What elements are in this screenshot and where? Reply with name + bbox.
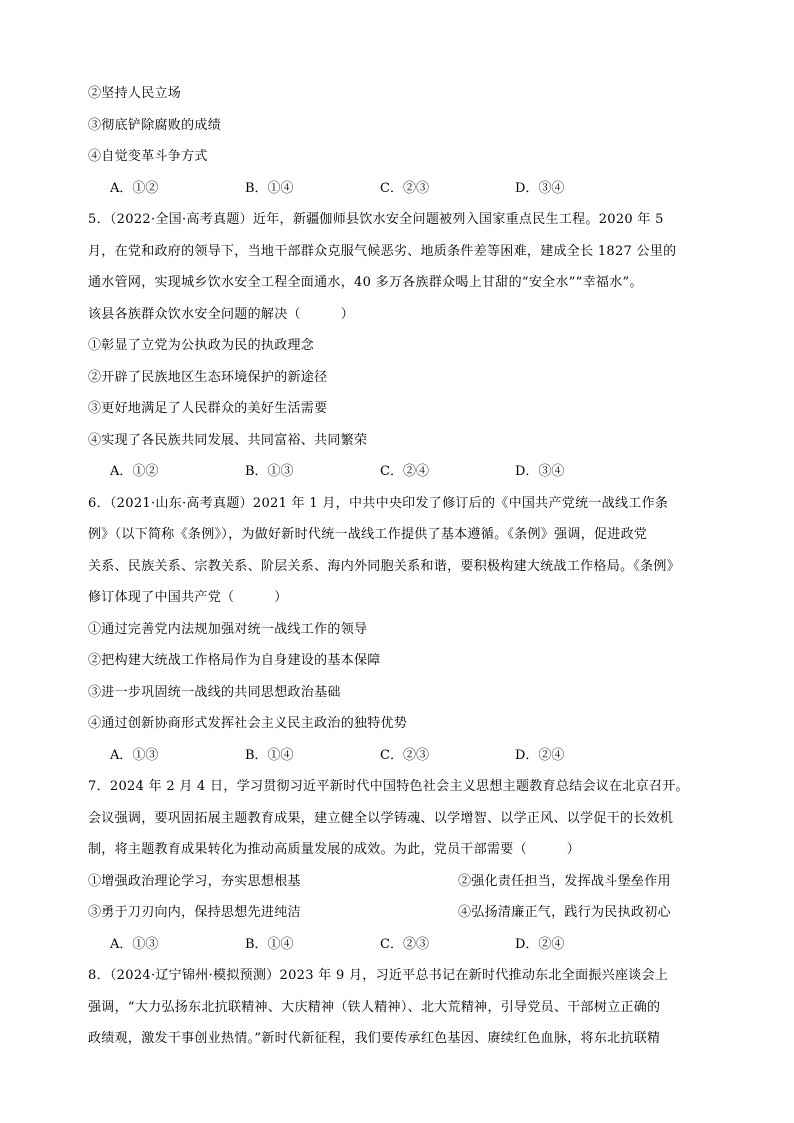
option-item: ③更好地满足了人民群众的美好生活需要 bbox=[88, 401, 328, 416]
question-stem-line: 月，在党和政府的领导下，当地干部群众克服气候恶劣、地质条件差等困难，建成全长 1827 公里的 bbox=[88, 243, 677, 259]
option-item: ②开辟了民族地区生态环境保护的新途径 bbox=[88, 369, 328, 385]
question-stem-line: 7．2024 年 2 月 4 日，学习贯彻习近平新时代中国特色社会主义思想主题教育总结会议在北京召开。 bbox=[88, 779, 689, 794]
choice-a: A．①② bbox=[110, 180, 159, 196]
option-item: ②把构建大统战工作格局作为自身建设的基本保障 bbox=[88, 653, 381, 668]
question-stem-line: 例》（以下简称《条例》），为做好新时代统一战线工作提供了基本遵循。《条例》强调，促进政党 bbox=[88, 527, 648, 542]
question-5 bbox=[88, 204, 720, 488]
option-row bbox=[88, 866, 720, 898]
choice-b: B．①④ bbox=[245, 747, 294, 763]
choice-d: D．②④ bbox=[515, 747, 565, 763]
choice-d: D．③④ bbox=[515, 464, 565, 479]
choice-a: A．①③ bbox=[110, 936, 159, 952]
question-stem-line: 通水管网，实现城乡饮水安全工程全面通水，40 多万各族群众喝上甘甜的“安全水”“幸福水”。 bbox=[88, 275, 643, 290]
option-item: ②强化责任担当，发挥战斗堡垒作用 bbox=[458, 873, 671, 889]
choice-a: A．①② bbox=[110, 464, 159, 479]
question-stem-line: 6．（2021·山东·高考真题）2021 年 1 月，中共中央印发了修订后的《中国共产党统一战线工作条 bbox=[88, 495, 669, 511]
option-item: ②坚持人民立场 bbox=[88, 86, 182, 101]
choice-d: D．②④ bbox=[515, 936, 565, 952]
answer-choices bbox=[88, 173, 720, 205]
choice-a: A．①③ bbox=[110, 747, 159, 763]
option-item: ③勇于刀刃向内，保持思想先进纯洁 bbox=[88, 905, 301, 920]
question-stem-line: 会议强调，要巩固拓展主题教育成果，建立健全以学铸魂、以学增智、以学正风、以学促干的长效机 bbox=[88, 810, 674, 826]
choice-d: D．③④ bbox=[515, 180, 565, 196]
answer-choices bbox=[88, 929, 720, 961]
question-stem-line: 修订体现了中国共产党（ ） bbox=[88, 590, 288, 605]
question-stem-line: 强调，“大力弘扬东北抗联精神、大庆精神（铁人精神）、北大荒精神，引导党员、干部树立正确的 bbox=[88, 999, 661, 1015]
answer-choices bbox=[88, 456, 720, 488]
option-item: ③进一步巩固统一战线的共同思想政治基础 bbox=[88, 684, 341, 700]
question-7 bbox=[88, 771, 720, 960]
question-6 bbox=[88, 488, 720, 772]
choice-c: C．②③ bbox=[380, 936, 429, 952]
choice-c: C．②③ bbox=[380, 747, 429, 763]
choice-b: B．①④ bbox=[245, 936, 294, 952]
option-item: ④弘扬清廉正气，践行为民执政初心 bbox=[458, 905, 671, 920]
question-stem-line: 关系、民族关系、宗教关系、阶层关系、海内外同胞关系和谐，要积极构建大统战工作格局。《条例》 bbox=[88, 558, 681, 574]
exam-page bbox=[88, 78, 720, 1055]
question-8 bbox=[88, 960, 720, 1055]
option-item: ①增强政治理论学习，夯实思想根基 bbox=[88, 873, 301, 889]
choice-c: C．②③ bbox=[380, 180, 429, 196]
answer-choices bbox=[88, 740, 720, 772]
choice-b: B．①④ bbox=[245, 180, 294, 196]
option-item: ④自觉变革斗争方式 bbox=[88, 149, 208, 164]
question-stem-line: 8．（2024·辽宁锦州·模拟预测）2023 年 9 月，习近平总书记在新时代推动东北全面振兴座谈会上 bbox=[88, 968, 669, 983]
option-item: ①彰显了立党为公执政为民的执政理念 bbox=[88, 338, 315, 353]
question-4-tail bbox=[88, 78, 720, 204]
question-stem-line: 政绩观，激发干事创业热情。”新时代新征程，我们要传承红色基因、赓续红色血脉，将东北抗联精 bbox=[88, 1031, 661, 1046]
option-item: ④实现了各民族共同发展、共同富裕、共同繁荣 bbox=[88, 432, 368, 448]
question-stem-line: 5．（2022·全国·高考真题）近年，新疆伽师县饮水安全问题被列入国家重点民生工程。2020 年 5 bbox=[88, 212, 664, 227]
option-item: ③彻底铲除腐败的成绩 bbox=[88, 117, 222, 133]
option-item: ①通过完善党内法规加强对统一战线工作的领导 bbox=[88, 621, 368, 637]
option-item: ④通过创新协商形式发挥社会主义民主政治的独特优势 bbox=[88, 716, 408, 731]
option-row bbox=[88, 897, 720, 929]
question-stem-line: 制，将主题教育成果转化为推动高质量发展的成效。为此，党员干部需要（ ） bbox=[88, 842, 581, 857]
question-stem-line: 该县各族群众饮水安全问题的解决（ ） bbox=[88, 306, 355, 322]
choice-b: B．①③ bbox=[245, 464, 294, 479]
choice-c: C．②④ bbox=[380, 464, 429, 479]
